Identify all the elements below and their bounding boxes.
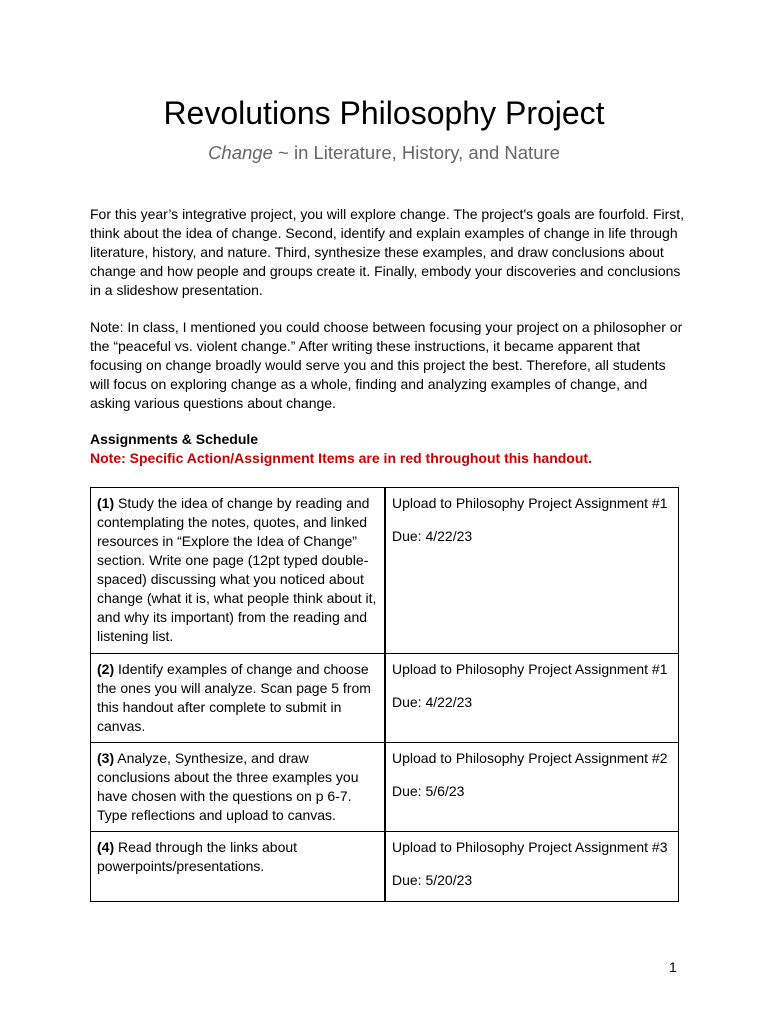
note-paragraph: Note: In class, I mentioned you could choose between focusing your project on a philosopher or the “peaceful vs. violent change.” After writing these instructions, it became apparent that focusing on change broadly would serve you and this project the best. Therefore, all students will focus on exploring change as a whole, finding and analyzing examples of change, and asking various questions about change. — [90, 319, 683, 411]
due-date: Due: 4/22/23 — [392, 528, 473, 544]
due-date: Due: 5/20/23 — [392, 872, 473, 888]
submission-cell — [385, 832, 679, 902]
upload-text: Upload to Philosophy Project Assignment #2 — [392, 750, 668, 766]
upload-text: Upload to Philosophy Project Assignment #1 — [392, 495, 668, 511]
assignments-note: Note: Specific Action/Assignment Items are in red throughout this handout. — [90, 450, 592, 466]
task-cell — [91, 832, 386, 902]
page-number: 1 — [669, 959, 677, 975]
due-date: Due: 5/6/23 — [392, 783, 465, 799]
task-cell — [91, 488, 386, 654]
table-row — [91, 654, 679, 743]
task-number: (1) — [97, 495, 115, 511]
task-text: Analyze, Synthesize, and draw conclusions about the three examples you have chosen with the questions on p 6-7. Type reflections and upload to canvas. — [97, 750, 359, 823]
page-subtitle — [0, 141, 768, 165]
page-title: Revolutions Philosophy Project — [163, 95, 605, 131]
table-row — [91, 743, 679, 832]
upload-text: Upload to Philosophy Project Assignment #1 — [392, 661, 668, 677]
task-number: (4) — [97, 839, 115, 855]
task-text: Identify examples of change and choose the ones you will analyze. Scan page 5 from this handout after complete to submit in canvas. — [97, 661, 371, 734]
task-cell — [91, 654, 386, 743]
task-number: (3) — [97, 750, 115, 766]
submission-cell — [385, 743, 679, 832]
schedule-table — [90, 487, 679, 902]
task-cell — [91, 743, 386, 832]
due-date: Due: 4/22/23 — [392, 694, 473, 710]
upload-text: Upload to Philosophy Project Assignment #3 — [392, 839, 668, 855]
subtitle-italic: Change — [208, 142, 273, 163]
subtitle-rest: ~ in Literature, History, and Nature — [272, 142, 560, 163]
intro-paragraph: For this year’s integrative project, you will explore change. The project's goals are fourfold. First, think about the idea of change. Second, identify and explain examples of change in life through literature, history, and nature. Third, synthesize these examples, and draw conclusions about change and how people and groups create it. Finally, embody your discoveries and conclusions in a slideshow presentation. — [90, 206, 685, 298]
table-row — [91, 488, 679, 654]
task-text: Read through the links about powerpoints/presentations. — [97, 839, 298, 874]
submission-cell — [385, 488, 679, 654]
submission-cell — [385, 654, 679, 743]
task-text: Study the idea of change by reading and contemplating the notes, quotes, and linked resources in “Explore the Idea of Change” section. Write one page (12pt typed double-spaced) discussing what you noticed about change (what it is, what people think about it, and why its important) from the reading and listening list. — [97, 495, 377, 644]
table-row — [91, 832, 679, 902]
assignments-heading: Assignments & Schedule — [90, 431, 259, 447]
task-number: (2) — [97, 661, 115, 677]
